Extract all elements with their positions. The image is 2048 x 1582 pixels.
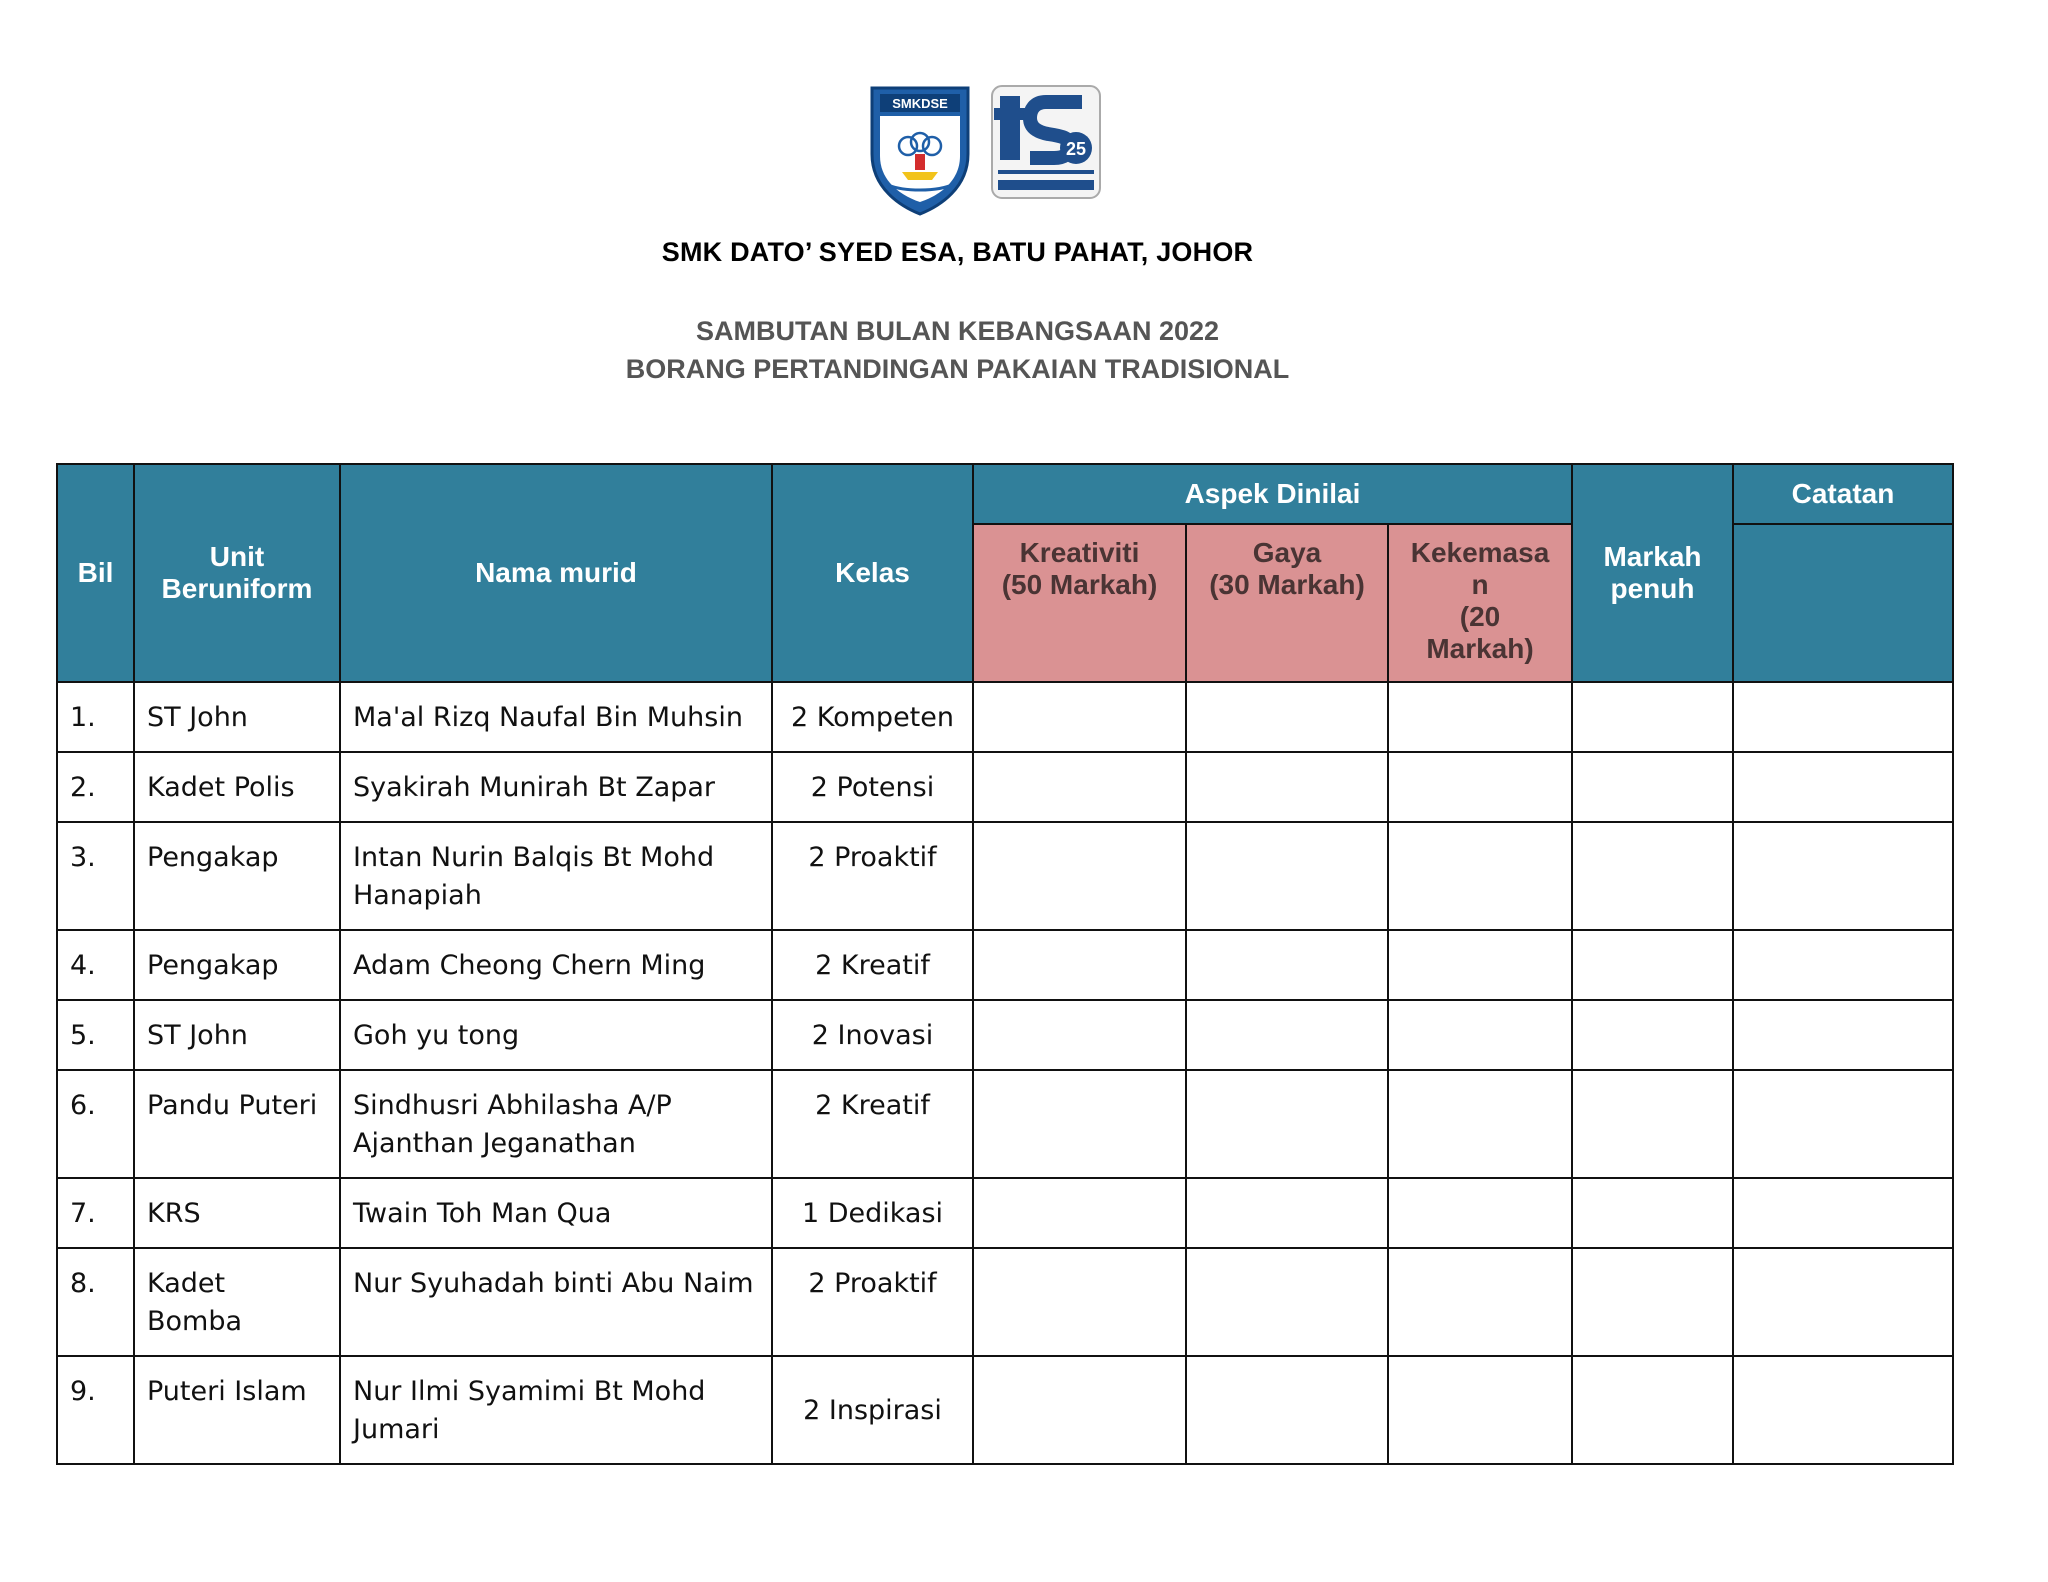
title-line-2: BORANG PERTANDINGAN PAKAIAN TRADISIONAL bbox=[625, 354, 1290, 384]
svg-text:SMKDSE: SMKDSE bbox=[892, 96, 948, 111]
cell-catatan[interactable] bbox=[1733, 822, 1953, 930]
table-row bbox=[57, 682, 1953, 752]
cell-kreativiti-score[interactable] bbox=[973, 1248, 1186, 1356]
school-crest-logo bbox=[868, 84, 972, 216]
cell-nama: Twain Toh Man Qua bbox=[340, 1178, 772, 1248]
cell-kekemasan-score[interactable] bbox=[1388, 1000, 1572, 1070]
cell-gaya-score[interactable] bbox=[1186, 1248, 1388, 1356]
cell-nama: Adam Cheong Chern Ming bbox=[340, 930, 772, 1000]
cell-kekemasan-score[interactable] bbox=[1388, 822, 1572, 930]
cell-markah-penuh[interactable] bbox=[1572, 930, 1733, 1000]
header-gaya: Gaya (30 Markah) bbox=[1186, 524, 1388, 682]
cell-gaya-score[interactable] bbox=[1186, 1178, 1388, 1248]
school-name: SMK DATO’ SYED ESA, BATU PAHAT, JOHOR bbox=[661, 237, 1254, 267]
cell-kekemasan-score[interactable] bbox=[1388, 1248, 1572, 1356]
header-nama: Nama murid bbox=[340, 464, 772, 682]
cell-kelas: 2 Inovasi bbox=[772, 1000, 973, 1070]
cell-nama: Goh yu tong bbox=[340, 1000, 772, 1070]
cell-markah-penuh[interactable] bbox=[1572, 682, 1733, 752]
cell-bil: 1. bbox=[57, 682, 134, 752]
header-kelas: Kelas bbox=[772, 464, 973, 682]
cell-bil: 7. bbox=[57, 1178, 134, 1248]
cell-catatan[interactable] bbox=[1733, 1248, 1953, 1356]
table-row bbox=[57, 1178, 1953, 1248]
cell-kekemasan-score[interactable] bbox=[1388, 930, 1572, 1000]
cell-kreativiti-score[interactable] bbox=[973, 1178, 1186, 1248]
cell-kekemasan-score[interactable] bbox=[1388, 682, 1572, 752]
cell-markah-penuh[interactable] bbox=[1572, 1356, 1733, 1464]
header-kekemasan: Kekemasa n (20 Markah) bbox=[1388, 524, 1572, 682]
ts25-logo bbox=[990, 84, 1102, 200]
cell-kekemasan-score[interactable] bbox=[1388, 752, 1572, 822]
cell-catatan[interactable] bbox=[1733, 682, 1953, 752]
cell-kelas: 2 Proaktif bbox=[772, 822, 973, 930]
cell-gaya-score[interactable] bbox=[1186, 1000, 1388, 1070]
cell-bil: 3. bbox=[57, 822, 134, 930]
cell-kreativiti-score[interactable] bbox=[973, 1070, 1186, 1178]
cell-catatan[interactable] bbox=[1733, 1178, 1953, 1248]
cell-unit: Puteri Islam bbox=[134, 1356, 340, 1464]
header-kreativiti: Kreativiti (50 Markah) bbox=[973, 524, 1186, 682]
cell-gaya-score[interactable] bbox=[1186, 682, 1388, 752]
cell-unit: ST John bbox=[134, 682, 340, 752]
cell-unit: Kadet Polis bbox=[134, 752, 340, 822]
cell-kekemasan-score[interactable] bbox=[1388, 1070, 1572, 1178]
cell-kekemasan-score[interactable] bbox=[1388, 1356, 1572, 1464]
cell-kekemasan-score[interactable] bbox=[1388, 1178, 1572, 1248]
cell-kelas: 2 Potensi bbox=[772, 752, 973, 822]
cell-nama: Syakirah Munirah Bt Zapar bbox=[340, 752, 772, 822]
cell-kelas: 2 Kompeten bbox=[772, 682, 973, 752]
cell-nama: Sindhusri Abhilasha A/P Ajanthan Jeganathan bbox=[340, 1070, 772, 1178]
cell-markah-penuh[interactable] bbox=[1572, 1248, 1733, 1356]
cell-bil: 4. bbox=[57, 930, 134, 1000]
table-row bbox=[57, 930, 1953, 1000]
table-row bbox=[57, 1070, 1953, 1178]
cell-bil: 2. bbox=[57, 752, 134, 822]
cell-unit: Pengakap bbox=[134, 930, 340, 1000]
cell-unit: Pengakap bbox=[134, 822, 340, 930]
header-aspek-dinilai: Aspek Dinilai bbox=[973, 464, 1572, 524]
header-bil: Bil bbox=[57, 464, 134, 682]
cell-nama: Ma'al Rizq Naufal Bin Muhsin bbox=[340, 682, 772, 752]
header-unit: Unit Beruniform bbox=[134, 464, 340, 682]
logo-group bbox=[868, 84, 1102, 216]
cell-markah-penuh[interactable] bbox=[1572, 1070, 1733, 1178]
cell-nama: Nur Ilmi Syamimi Bt Mohd Jumari bbox=[340, 1356, 772, 1464]
cell-nama: Nur Syuhadah binti Abu Naim bbox=[340, 1248, 772, 1356]
cell-gaya-score[interactable] bbox=[1186, 822, 1388, 930]
table-row bbox=[57, 822, 1953, 930]
table-row bbox=[57, 1356, 1953, 1464]
cell-kreativiti-score[interactable] bbox=[973, 1000, 1186, 1070]
cell-catatan[interactable] bbox=[1733, 1000, 1953, 1070]
cell-kelas: 2 Kreatif bbox=[772, 1070, 973, 1178]
cell-markah-penuh[interactable] bbox=[1572, 1178, 1733, 1248]
judging-form-table bbox=[56, 463, 1954, 1465]
header-markah-penuh: Markah penuh bbox=[1572, 464, 1733, 682]
cell-markah-penuh[interactable] bbox=[1572, 822, 1733, 930]
table-row bbox=[57, 752, 1953, 822]
form-title bbox=[0, 312, 1915, 388]
cell-nama: Intan Nurin Balqis Bt Mohd Hanapiah bbox=[340, 822, 772, 930]
svg-text:25: 25 bbox=[1065, 139, 1087, 159]
cell-markah-penuh[interactable] bbox=[1572, 752, 1733, 822]
cell-kreativiti-score[interactable] bbox=[973, 822, 1186, 930]
cell-bil: 8. bbox=[57, 1248, 134, 1356]
cell-unit: Kadet Bomba bbox=[134, 1248, 340, 1356]
table-row bbox=[57, 1248, 1953, 1356]
cell-kelas: 2 Proaktif bbox=[772, 1248, 973, 1356]
table-row bbox=[57, 1000, 1953, 1070]
cell-unit: KRS bbox=[134, 1178, 340, 1248]
cell-kreativiti-score[interactable] bbox=[973, 930, 1186, 1000]
header-catatan-blank bbox=[1733, 524, 1953, 682]
cell-kreativiti-score[interactable] bbox=[973, 1356, 1186, 1464]
cell-bil: 5. bbox=[57, 1000, 134, 1070]
cell-kelas: 1 Dedikasi bbox=[772, 1178, 973, 1248]
cell-bil: 6. bbox=[57, 1070, 134, 1178]
cell-kelas: 2 Kreatif bbox=[772, 930, 973, 1000]
cell-markah-penuh[interactable] bbox=[1572, 1000, 1733, 1070]
cell-kelas: 2 Inspirasi bbox=[772, 1356, 973, 1464]
cell-gaya-score[interactable] bbox=[1186, 752, 1388, 822]
cell-bil: 9. bbox=[57, 1356, 134, 1464]
cell-kreativiti-score[interactable] bbox=[973, 752, 1186, 822]
cell-unit: Pandu Puteri bbox=[134, 1070, 340, 1178]
cell-catatan[interactable] bbox=[1733, 1356, 1953, 1464]
cell-gaya-score[interactable] bbox=[1186, 1356, 1388, 1464]
header-catatan: Catatan bbox=[1733, 464, 1953, 524]
cell-catatan[interactable] bbox=[1733, 1070, 1953, 1178]
cell-catatan[interactable] bbox=[1733, 930, 1953, 1000]
cell-kreativiti-score[interactable] bbox=[973, 682, 1186, 752]
title-line-1: SAMBUTAN BULAN KEBANGSAAN 2022 bbox=[695, 316, 1220, 346]
cell-catatan[interactable] bbox=[1733, 752, 1953, 822]
cell-unit: ST John bbox=[134, 1000, 340, 1070]
cell-gaya-score[interactable] bbox=[1186, 930, 1388, 1000]
cell-gaya-score[interactable] bbox=[1186, 1070, 1388, 1178]
